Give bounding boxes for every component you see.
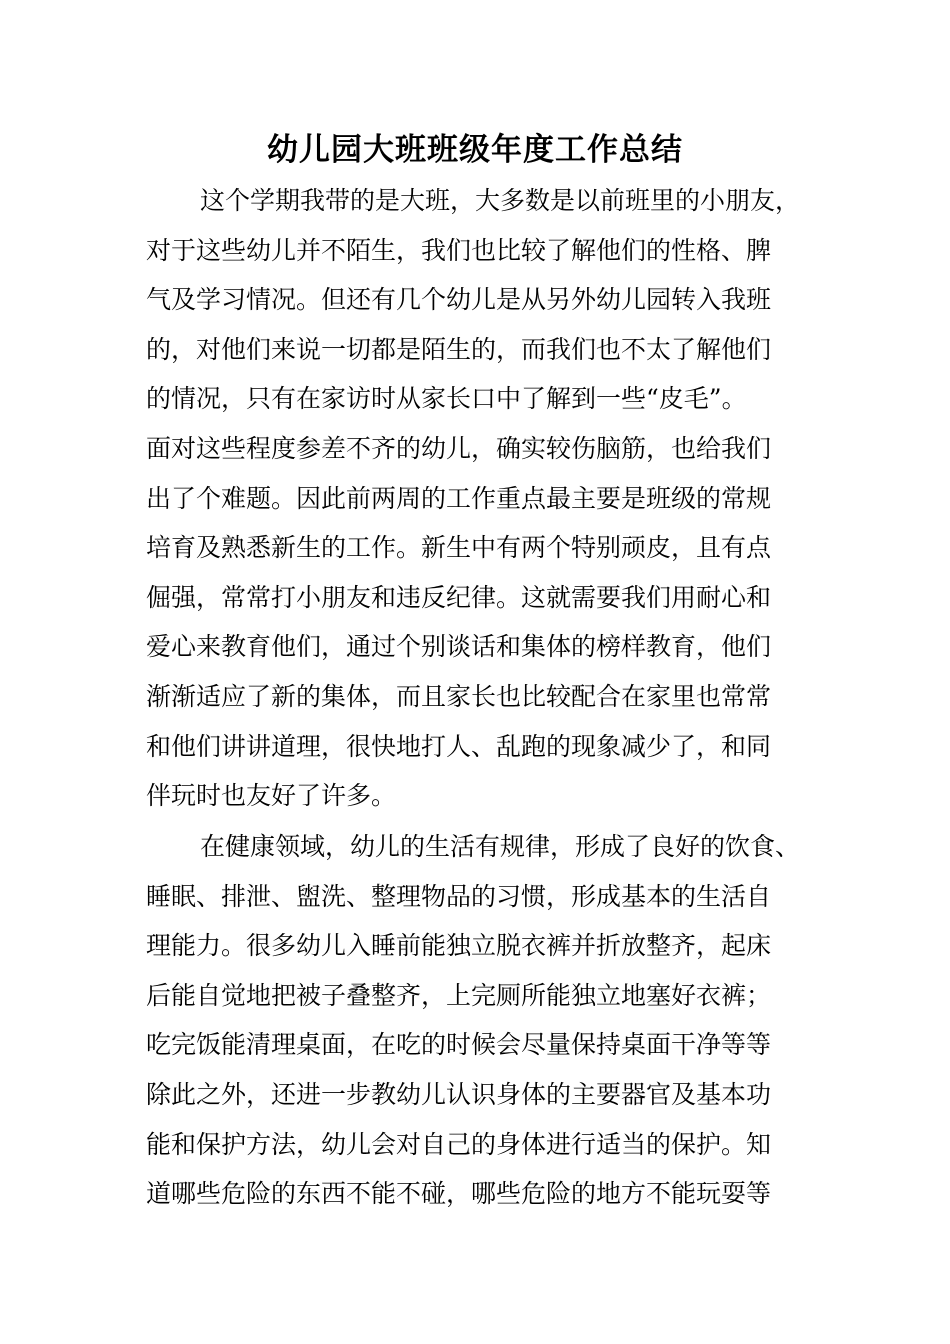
text-line: 倔强，常常打小朋友和违反纪律。这就需要我们用耐心和: [146, 582, 772, 612]
text-line: 理能力。很多幼儿入睡前能独立脱衣裤并折放整齐，起床: [146, 931, 772, 961]
text-line: 爱心来教育他们，通过个别谈话和集体的榜样教育，他们: [146, 632, 772, 662]
text-line: 道哪些危险的东西不能不碰，哪些危险的地方不能玩耍等: [146, 1179, 772, 1209]
text-line: 培育及熟悉新生的工作。新生中有两个特别顽皮，且有点: [146, 533, 772, 563]
text-line: 的情况，只有在家访时从家长口中了解到一些“皮毛”。: [146, 384, 747, 414]
text-line: 气及学习情况。但还有几个幼儿是从另外幼儿园转入我班: [146, 285, 772, 315]
text-line: 和他们讲讲道理，很快地打人、乱跑的现象减少了，和同: [146, 731, 772, 761]
text-line: 的，对他们来说一切都是陌生的，而我们也不太了解他们: [146, 334, 772, 364]
text-line: 吃完饭能清理桌面，在吃的时候会尽量保持桌面干净等等: [146, 1030, 772, 1060]
text-line: 出了个难题。因此前两周的工作重点最主要是班级的常规: [146, 483, 772, 513]
text-line: 面对这些程度参差不齐的幼儿，确实较伤脑筋，也给我们: [146, 433, 772, 463]
text-line: 能和保护方法，幼儿会对自己的身体进行适当的保护。知: [146, 1129, 772, 1159]
text-line: 后能自觉地把被子叠整齐，上完厕所能独立地塞好衣裤；: [146, 980, 772, 1010]
text-line: 睡眠、排泄、盥洗、整理物品的习惯，形成基本的生活自: [146, 881, 772, 911]
text-line: 除此之外，还进一步教幼儿认识身体的主要器官及基本功: [146, 1079, 772, 1109]
text-line: 在健康领域，幼儿的生活有规律，形成了良好的饮食、: [200, 832, 801, 861]
document-title: 幼儿园大班班级年度工作总结: [267, 132, 683, 168]
paragraph-2: [146, 822, 836, 1219]
text-line: 这个学期我带的是大班，大多数是以前班里的小朋友，: [200, 186, 801, 215]
text-line: 渐渐适应了新的集体，而且家长也比较配合在家里也常常: [146, 681, 772, 711]
paragraph-1: [146, 176, 836, 821]
text-line: 对于这些幼儿并不陌生，我们也比较了解他们的性格、脾: [146, 235, 772, 265]
text-line: 伴玩时也友好了许多。: [146, 781, 397, 811]
